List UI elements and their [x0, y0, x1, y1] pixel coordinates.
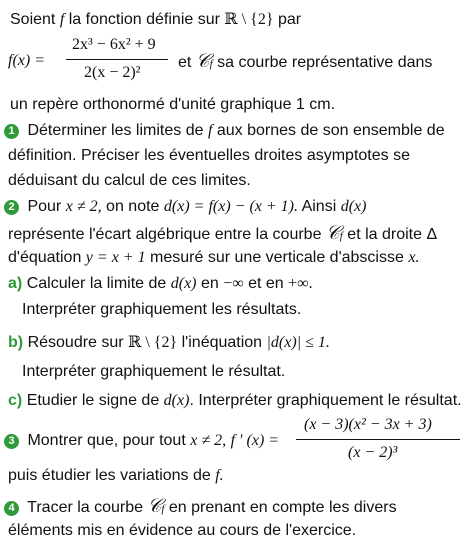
question-2-bullet-icon: 2 [4, 200, 19, 215]
question-3-bullet-icon: 3 [4, 434, 19, 449]
fraction-bar [66, 59, 168, 60]
question-1-line-3: déduisant du calcul de ces limites. [8, 172, 251, 189]
question-4-line-1: 4 Tracer la courbe 𝒞f en prenant en compte les divers [4, 496, 397, 519]
question-2b-interpret: Interpréter graphiquement le résultat. [22, 363, 286, 380]
derivative-denominator: (x − 2)³ [348, 444, 398, 461]
fraction-bar [296, 439, 460, 440]
question-3-line-2: puis étudier les variations de f. [8, 467, 224, 484]
intro-line-1: Soient f la fonction définie sur ℝ \ {2} par [10, 11, 302, 28]
question-3-line-1: 3 Montrer que, pour tout x ≠ 2, f ′ (x) = [4, 431, 279, 451]
question-2a-interpret: Interpréter graphiquement les résultats. [22, 301, 302, 318]
function-denominator: 2(x − 2)² [84, 64, 141, 81]
curve-symbol: 𝒞 [195, 50, 210, 72]
question-2b: b) Résoudre sur ℝ \ {2} l'inéquation |d(x)| ≤ 1. [8, 334, 330, 351]
question-1-bullet-icon: 1 [4, 124, 19, 139]
question-2c: c) Etudier le signe de d(x). Interpréter graphiquement le résultat. [8, 392, 462, 409]
function-numerator: 2x³ − 6x² + 9 [72, 36, 156, 53]
derivative-numerator: (x − 3)(x² − 3x + 3) [304, 416, 432, 433]
question-1-line-1: 1 Déterminer les limites de f aux bornes de son ensemble de [4, 121, 445, 141]
question-2-line-3: d'équation y = x + 1 mesuré sur une verticale d'abscisse x. [8, 249, 420, 266]
curve-symbol: 𝒞 [147, 495, 162, 517]
question-2-line-2: représente l'écart algébrique entre la courbe 𝒞f et la droite Δ [8, 222, 438, 244]
question-1-line-2: définition. Préciser les éventuelles droites asymptotes se [8, 147, 410, 164]
curve-symbol: 𝒞 [325, 222, 340, 244]
question-2-line-1: 2 Pour x ≠ 2, on note d(x) = f(x) − (x + 1). Ainsi d(x) [4, 197, 366, 217]
function-label: f(x) = [8, 52, 45, 69]
derivative-fraction [296, 416, 460, 466]
question-2a: a) Calculer la limite de d(x) en −∞ et en +∞. [8, 275, 313, 292]
function-fraction [66, 36, 168, 86]
curve-intro: et 𝒞f sa courbe représentative dans [178, 50, 433, 72]
intro-line-3: un repère orthonormé d'unité graphique 1 cm. [10, 96, 336, 113]
question-4-line-2: éléments mis en évidence au cours de l'exercice. [8, 522, 357, 539]
question-4-bullet-icon: 4 [4, 501, 19, 516]
domain-set: ℝ \ {2} [224, 11, 274, 28]
